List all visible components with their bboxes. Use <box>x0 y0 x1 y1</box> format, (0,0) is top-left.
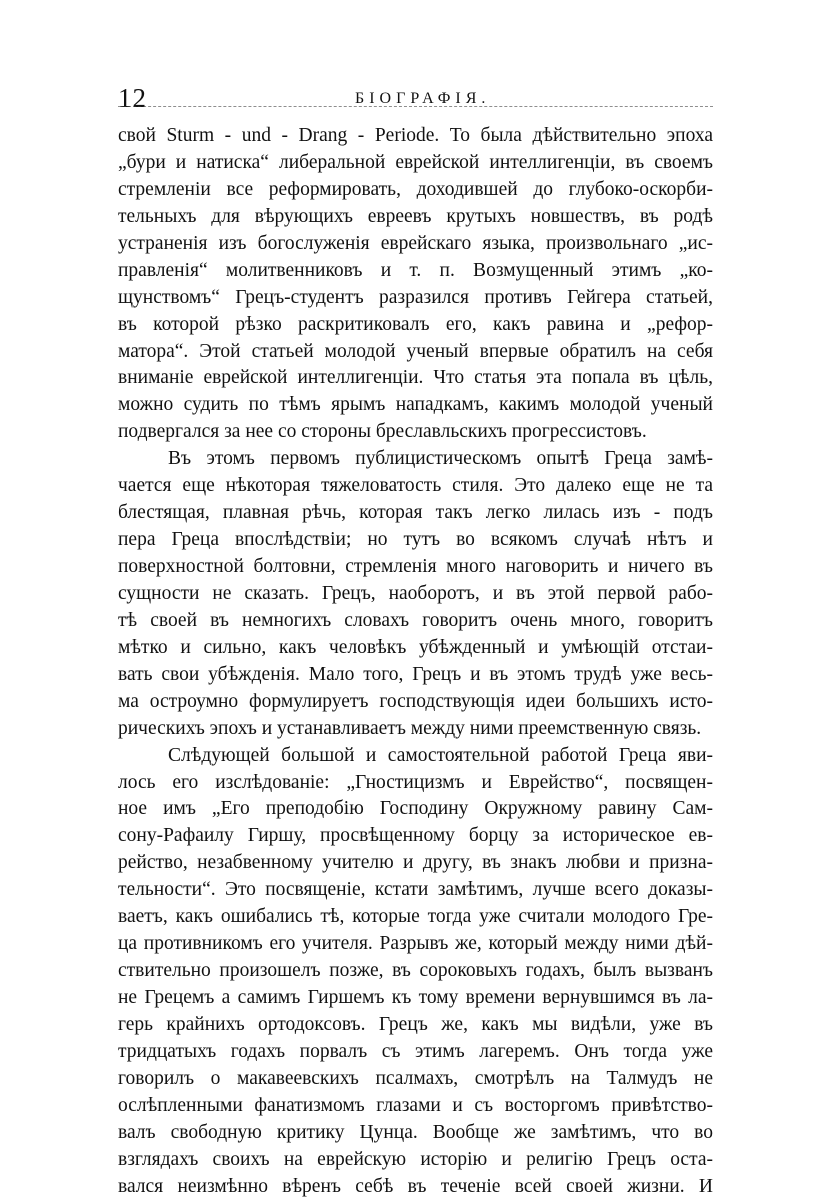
text-line: чается еще нѣкоторая тяжеловатость стиля. Это далеко еще не та <box>118 475 713 497</box>
text-line: можно судить по тѣмъ ярымъ нападкамъ, какимъ молодой ученый <box>118 394 713 416</box>
text-line: матора“. Этой статьей молодой ученый впервые обратилъ на себя <box>118 340 713 362</box>
text-line: свой Sturm - und - Drang - Periode. То была дѣйствительно эпоха <box>118 125 713 146</box>
page-number: 12 <box>118 83 147 113</box>
text-line: ма остроумно формулируетъ господствующія идеи большихъ исто- <box>118 690 713 712</box>
text-line: въ которой рѣзко раскритиковалъ его, какъ равина и „рефор- <box>118 313 713 335</box>
text-line: Въ этомъ первомъ публицистическомъ опытѣ Греца замѣ- <box>168 448 713 470</box>
text-line: поверхностной болтовни, стремленія много наговорить и ничего въ <box>118 556 713 577</box>
text-line: ваетъ, какъ ошибались тѣ, которые тогда уже считали молодого Гре- <box>118 906 713 928</box>
text-line: ца противникомъ его учителя. Разрывъ же, который между ними дѣй- <box>118 933 713 955</box>
text-line: валъ свободную критику Цунца. Вообще же замѣтимъ, что во <box>118 1121 713 1143</box>
page-header <box>118 82 713 114</box>
text-line: рейство, незабвенному учителю и другу, въ знакъ любви и призна- <box>118 852 713 874</box>
text-line: пера Греца впослѣдствіи; но тутъ во всякомъ случаѣ нѣтъ и <box>118 529 713 551</box>
text-line: тельности“. Это посвященіе, кстати замѣтимъ, лучше всего доказы- <box>118 879 713 901</box>
text-line: говорилъ о макавеевскихъ псалмахъ, смотрѣлъ на Талмудъ не <box>118 1067 713 1089</box>
text-line: сущности не сказать. Грецъ, наоборотъ, и въ этой первой рабо- <box>118 582 713 604</box>
text-line: взглядахъ своихъ на еврейскую исторію и религію Грецъ оста- <box>118 1148 713 1170</box>
running-title: БІОГРАФІЯ. <box>355 90 491 107</box>
text-line: сону-Рафаилу Гиршу, просвѣщенному борцу за историческое ев- <box>118 825 713 847</box>
text-line: тридцатыхъ годахъ порвалъ съ этимъ лагеремъ. Онъ тогда уже <box>118 1040 713 1062</box>
text-line: стремленіи все реформировать, доходившей до глубоко-оскорби- <box>118 178 713 200</box>
text-line: вался неизмѣнно вѣренъ себѣ въ теченіе всей своей жизни. И <box>118 1175 713 1197</box>
header-rule <box>118 106 713 107</box>
text-line: не Грецемъ а самимъ Гиршемъ къ тому времени вернувшимся въ ла- <box>118 987 713 1008</box>
body-text <box>118 123 713 1201</box>
text-line: ослѣпленными фанатизмомъ глазами и съ восторгомъ привѣтство- <box>118 1094 713 1116</box>
text-line: тѣ своей въ немногихъ словахъ говоритъ очень много, говоритъ <box>118 609 713 631</box>
text-line: рическихъ эпохъ и устанавливаетъ между ними преемственную связь. <box>118 717 702 739</box>
text-line: щунствомъ“ Грецъ-студентъ разразился противъ Гейгера статьей, <box>118 286 713 308</box>
text-line: устраненія изъ богослуженія еврейскаго языка, произвольнаго „ис- <box>118 232 713 254</box>
text-line: ствительно произошелъ позже, въ сороковыхъ годахъ, былъ вызванъ <box>118 960 713 982</box>
text-line: блестящая, плавная рѣчь, которая такъ легко лилась изъ - подъ <box>118 502 713 524</box>
text-line: правленія“ молитвенниковъ и т. п. Возмущенный этимъ „ко- <box>118 259 713 281</box>
text-line: вать свои убѣжденія. Мало того, Грецъ и въ этомъ трудѣ уже весь- <box>118 663 713 685</box>
text-line: мѣтко и сильно, какъ человѣкъ убѣжденный и умѣющій отстаи- <box>118 636 713 658</box>
text-line: ное имъ „Его преподобію Господину Окружному равину Сам- <box>118 798 713 820</box>
text-line: подвергался за нее со стороны бреславльскихъ прогрессистовъ. <box>118 421 647 443</box>
text-line: лось его изслѣдованіе: „Гностицизмъ и Еврейство“, посвящен- <box>118 771 713 793</box>
text-line: Слѣдующей большой и самостоятельной работой Греца яви- <box>168 744 713 766</box>
text-line: герь крайнихъ ортодоксовъ. Грецъ же, какъ мы видѣли, уже въ <box>118 1013 713 1035</box>
text-line: „бури и натиска“ либеральной еврейской интеллигенціи, въ своемъ <box>118 151 713 173</box>
text-line: вниманіе еврейской интеллигенціи. Что статья эта попала въ цѣль, <box>118 367 713 389</box>
text-line: тельныхъ для вѣрующихъ евреевъ крутыхъ новшествъ, въ родѣ <box>118 205 713 227</box>
